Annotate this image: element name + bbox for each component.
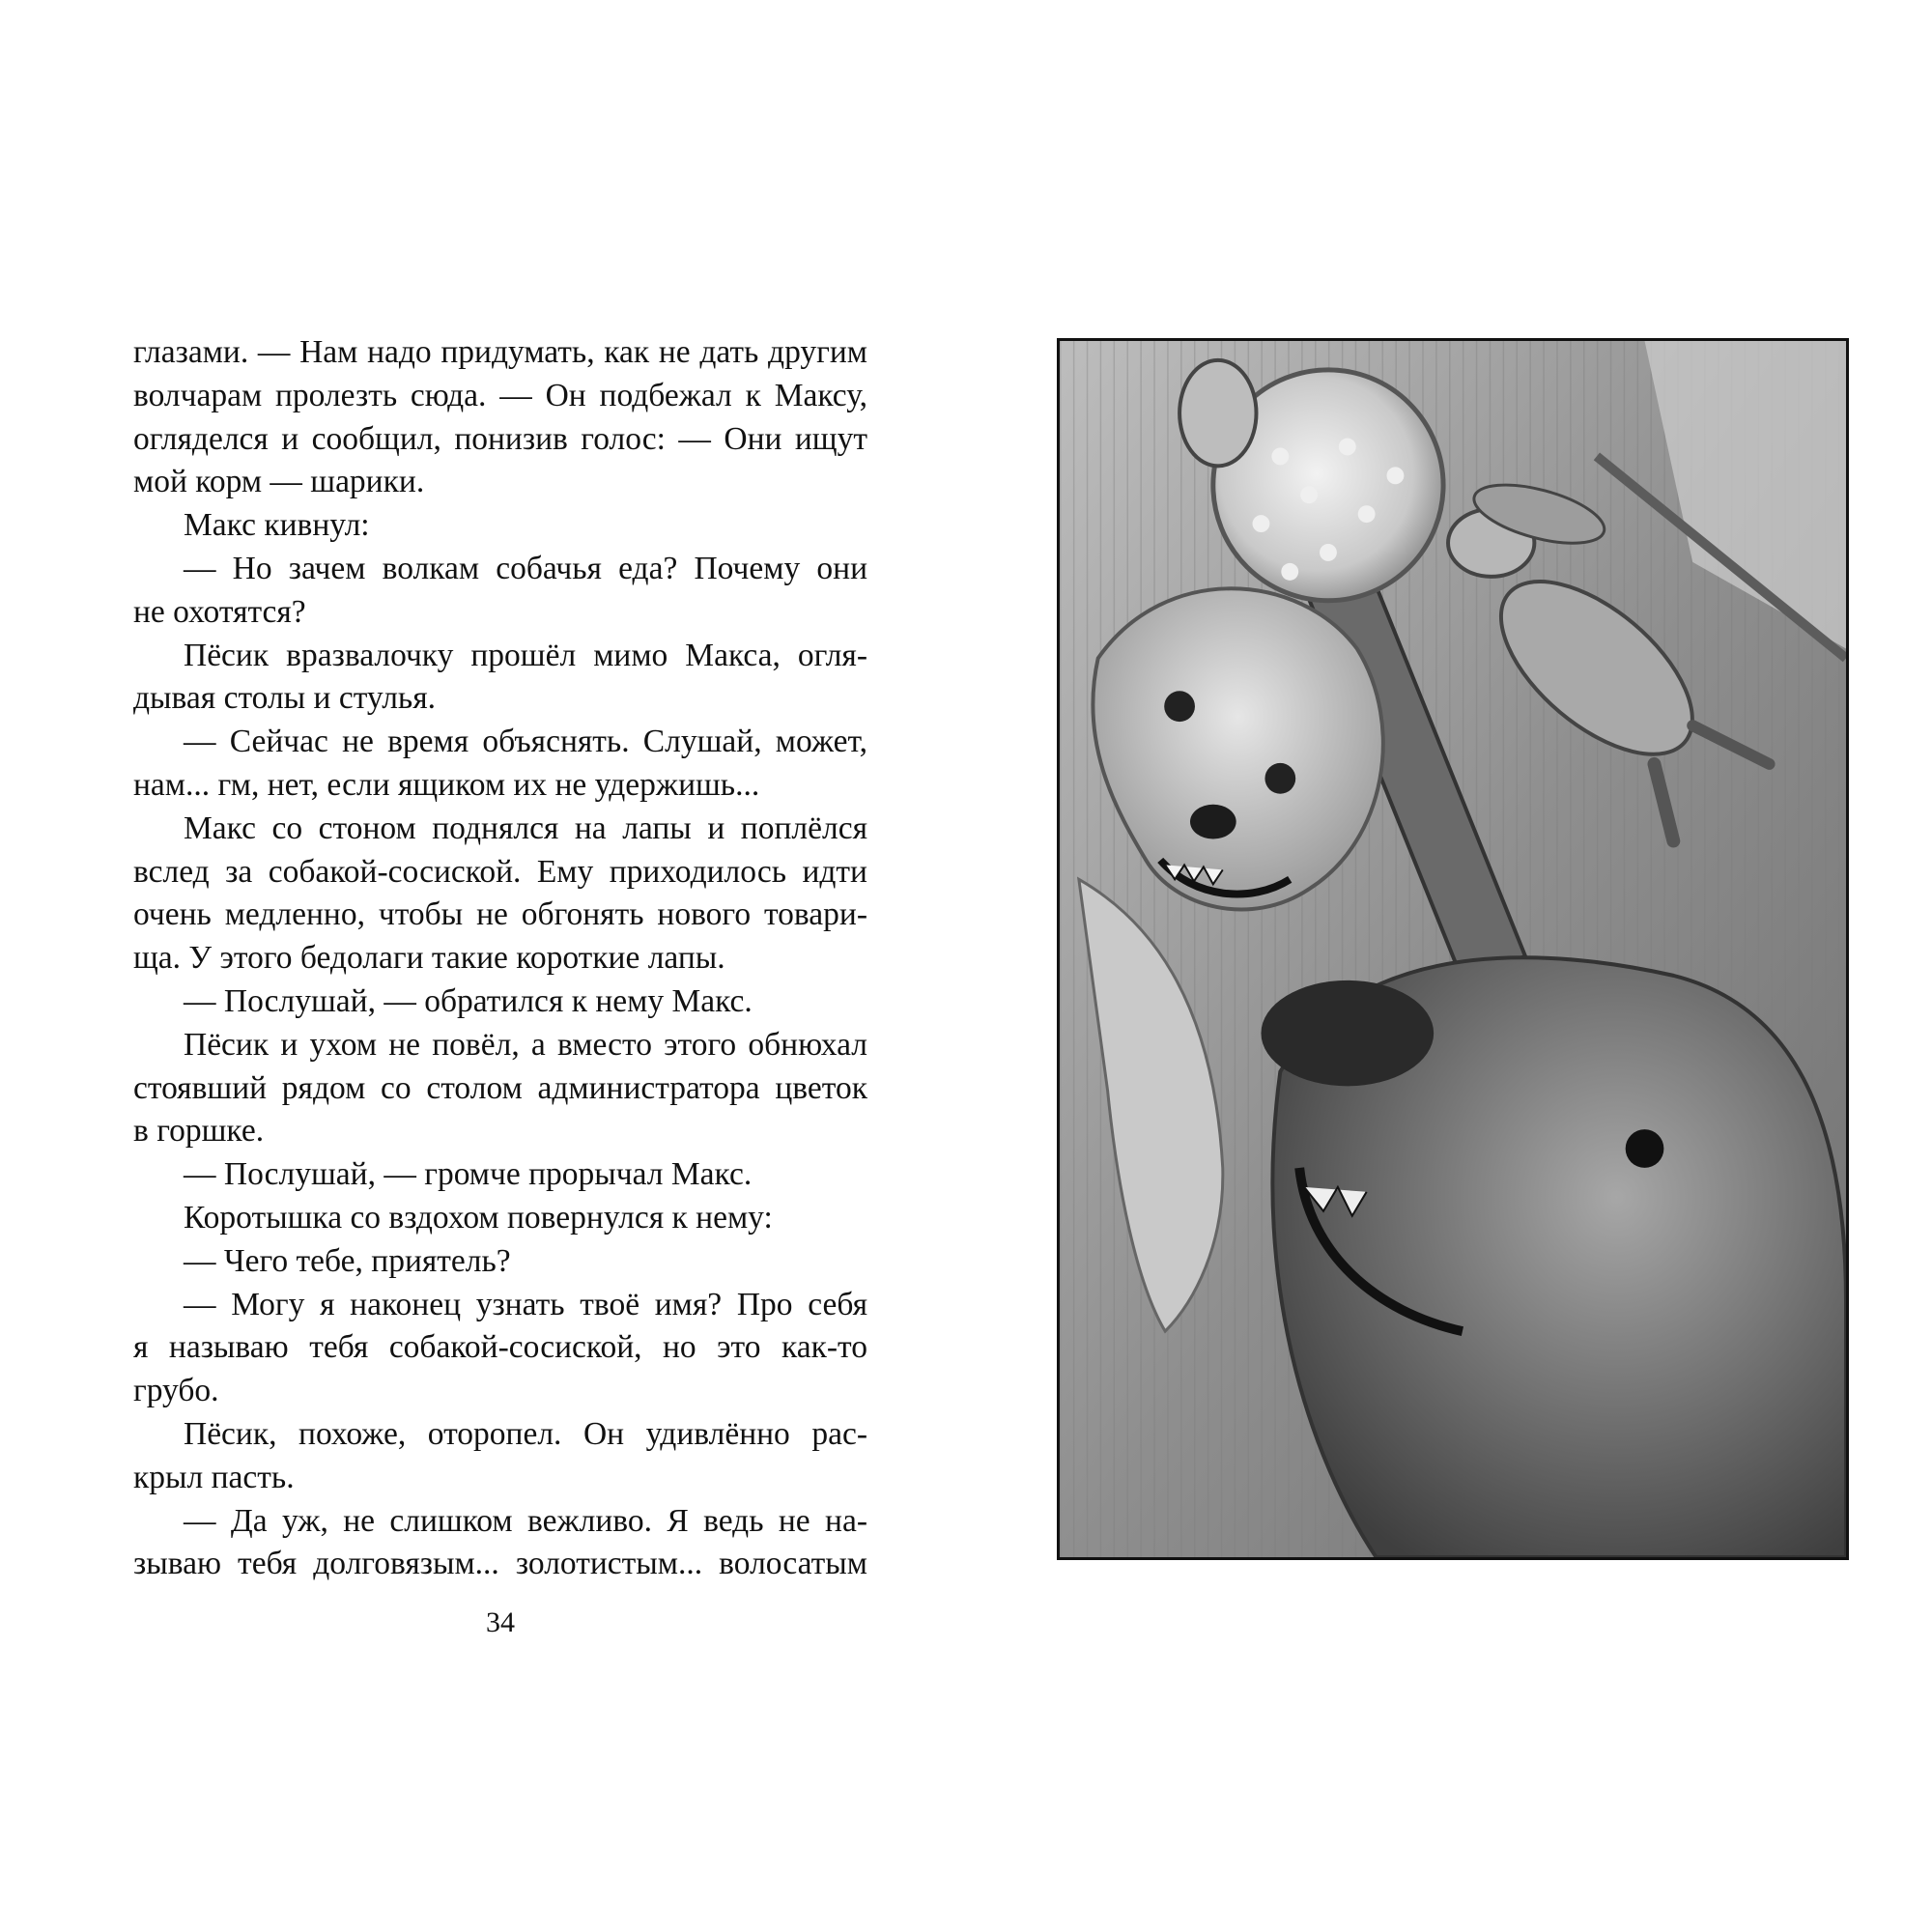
text-line: — Могу я наконец узнать твоё имя? Про себя (184, 1286, 867, 1322)
text-line: — Да уж, не слишком вежливо. Я ведь не на- (184, 1502, 867, 1539)
text-line: зываю тебя долговязым... золотистым... волосатым (133, 1546, 867, 1582)
illustration-drawing (1060, 341, 1846, 1557)
text-line: — Сейчас не время объяснять. Слушай, может, (184, 724, 867, 760)
text-line: нам... гм, нет, если ящиком их не удержишь... (133, 766, 760, 803)
page-number: 34 (486, 1606, 515, 1638)
text-line: крыл пасть. (133, 1459, 295, 1495)
text-line: Пёсик вразвалочку прошёл мимо Макса, огля- (184, 637, 867, 673)
text-line: — Послушай, — громче прорычал Макс. (184, 1156, 753, 1193)
text-line: огляделся и сообщил, понизив голос: — Они ищут (133, 420, 867, 457)
text-line: в горшке. (133, 1113, 265, 1150)
text-line: волчарам пролезть сюда. — Он подбежал к Максу, (133, 377, 867, 413)
text-line: очень медленно, чтобы не обгонять нового товари- (133, 896, 867, 933)
text-line: Пёсик, похоже, оторопел. Он удивлённо рас- (184, 1415, 867, 1452)
text-line: ща. У этого бедолаги такие короткие лапы. (133, 940, 725, 977)
text-line: дывая столы и стулья. (133, 680, 436, 717)
illustration (1057, 338, 1849, 1560)
text-line: не охотятся? (133, 593, 306, 630)
text-line: Макс со стоном поднялся на лапы и поплёлся (184, 810, 867, 846)
text-line: я называю тебя собакой-сосиской, но это как-то (133, 1329, 867, 1366)
text-line: Макс кивнул: (184, 507, 370, 544)
text-line: Пёсик и ухом не повёл, а вместо этого обнюхал (184, 1026, 867, 1063)
text-line: мой корм — шарики. (133, 464, 425, 500)
text-line: — Послушай, — обратился к нему Макс. (184, 982, 753, 1019)
text-line: глазами. — Нам надо придумать, как не дать другим (133, 334, 867, 370)
text-line: стоявший рядом со столом администратора цветок (133, 1069, 867, 1106)
page-text-column (133, 331, 867, 1586)
golden-retriever-icon (1261, 957, 1846, 1557)
text-line: — Но зачем волкам собачья еда? Почему они (184, 550, 867, 586)
text-line: Коротышка со вздохом повернулся к нему: (184, 1199, 773, 1236)
text-line: вслед за собакой-сосиской. Ему приходилось идти (133, 853, 867, 890)
text-line: грубо. (133, 1373, 219, 1409)
text-line: — Чего тебе, приятель? (184, 1242, 511, 1279)
